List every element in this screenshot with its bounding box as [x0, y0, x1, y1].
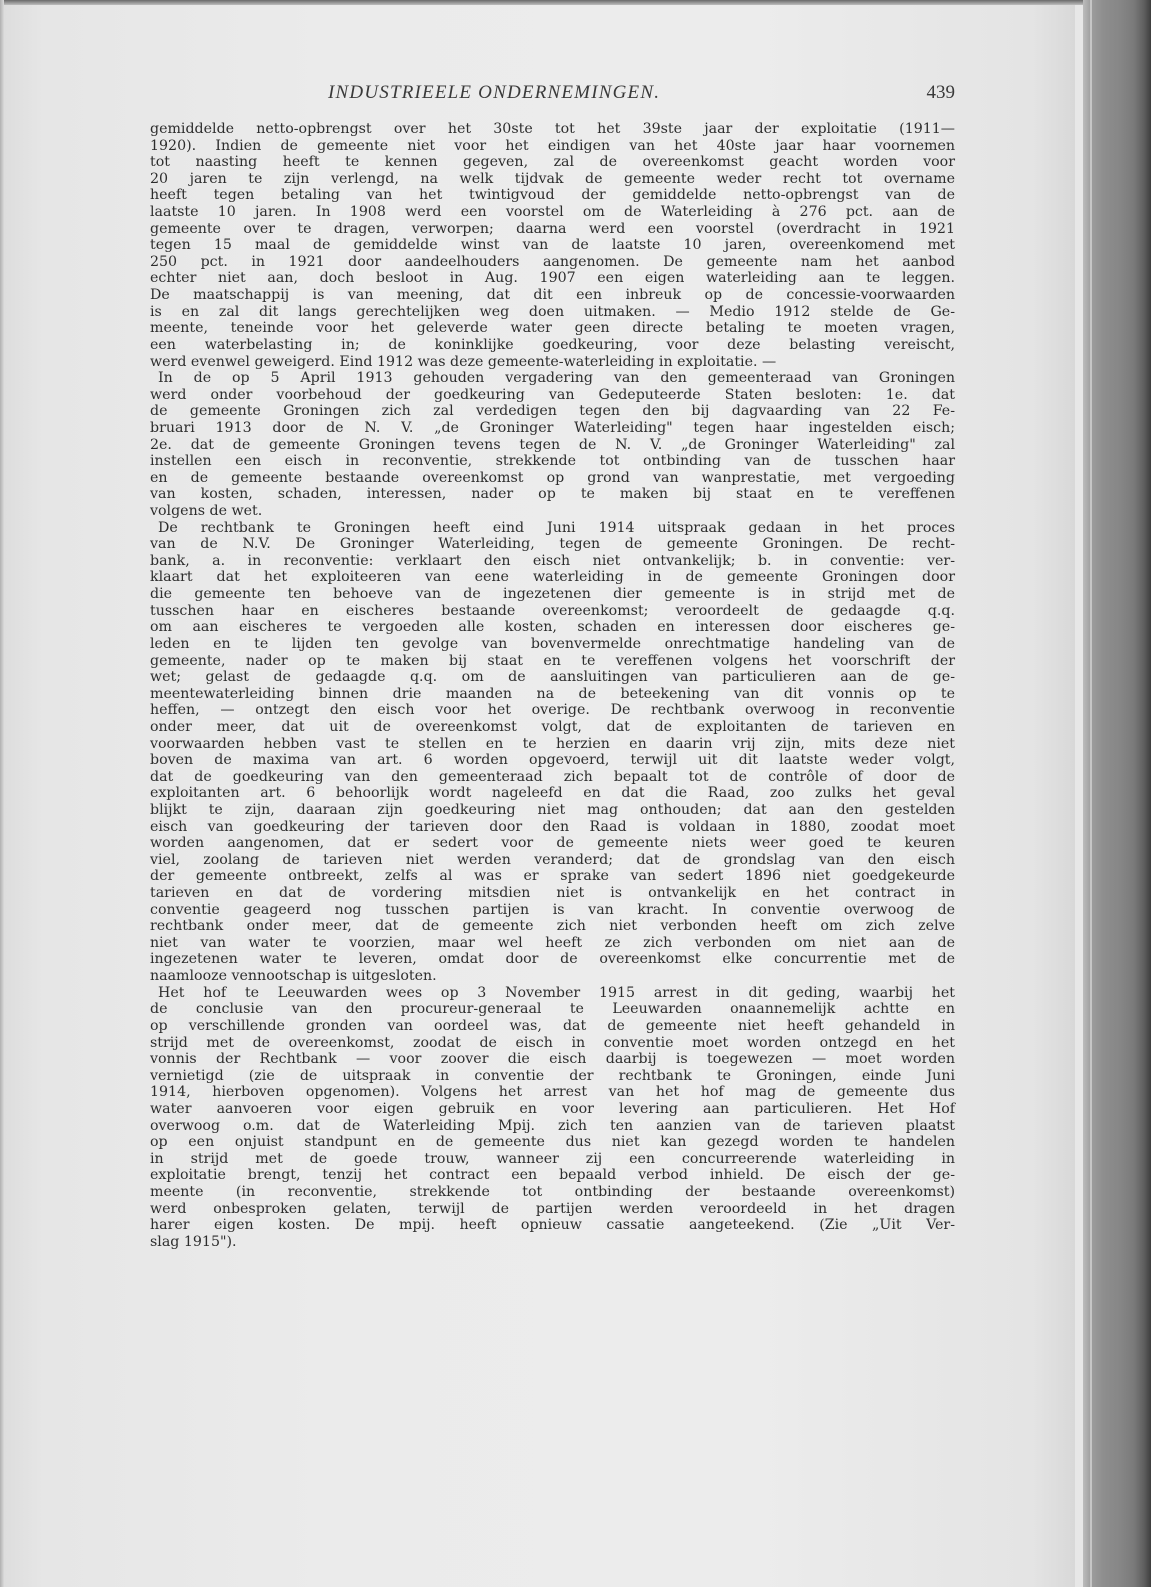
text-line: meentewaterleiding binnen drie maanden na de beteekening van dit vonnis op te: [150, 685, 955, 702]
text-line: de conclusie van den procureur-generaal te Leeuwarden onaannemelijk achtte en: [150, 1001, 955, 1018]
text-line: blijkt te zijn, daaraan zijn goedkeuring niet mag onthouden; dat aan den gestelden: [150, 801, 955, 818]
page-number: 439: [926, 82, 955, 103]
text-line: strijd met de overeenkomst, zoodat de eisch in conventie moet worden ontzegd en het: [150, 1034, 955, 1051]
text-line: gemeente over te dragen, verworpen; daarna werd een voorstel (overdracht in 1921: [150, 220, 955, 237]
text-line: In de op 5 April 1913 gehouden vergadering van den gemeenteraad van Groningen: [158, 370, 955, 387]
text-line: leden en te lijden ten gevolge van bovenvermelde onrechtmatige handeling van de: [150, 635, 955, 652]
text-line: in strijd met de goede trouw, wanneer zij een concurreerende waterleiding in: [150, 1150, 955, 1167]
running-header: [150, 82, 955, 106]
text-line: bruari 1913 door de N. V. „de Groninger Waterleiding" tegen haar ingestelden eisch;: [150, 419, 955, 436]
text-line: 1920). Indien de gemeente niet voor het eindigen van het 40ste jaar haar voornemen: [150, 137, 955, 154]
text-line: die gemeente ten behoeve van de ingezetenen dier gemeente is in strijd met de: [150, 586, 955, 603]
text-line: meente, teneinde voor het geleverde water geen directe betaling te moeten vragen,: [150, 320, 955, 337]
page-left-edge: [0, 0, 4, 1587]
text-line: tusschen haar en eischeres bestaande overeenkomst; veroordeelt de gedaagde q.q.: [150, 602, 955, 619]
text-line: 20 jaren te zijn verlengd, na welk tijdvak de gemeente weder recht tot overname: [150, 170, 955, 187]
paragraph: [150, 370, 955, 519]
text-line: op verschillende gronden van oordeel was, dat de gemeente niet heeft gehandeld in: [150, 1017, 955, 1034]
text-line: tarieven en dat de vordering mitsdien niet is ontvankelijk en het contract in: [150, 885, 955, 902]
text-line: niet van water te voorzien, maar wel heeft ze zich verbonden om niet aan de: [150, 934, 955, 951]
text-line: exploitatie brengt, tenzij het contract een bepaald verbod inhield. De eisch der ge-: [150, 1167, 955, 1184]
paragraph: [150, 121, 955, 370]
text-line: de gemeente Groningen zich zal verdedigen tegen den bij dagvaarding van 22 Fe-: [150, 403, 955, 420]
text-line: 1914, hierboven opgenomen). Volgens het arrest van het hof mag de gemeente dus: [150, 1084, 955, 1101]
paragraph: [150, 985, 955, 1251]
text-line: meente (in reconventie, strekkende tot ontbinding der bestaande overeenkomst): [150, 1184, 955, 1200]
text-line: wet; gelast de gedaagde q.q. om de aansluitingen van particulieren aan de ge-: [150, 669, 955, 686]
text-line: werd evenwel geweigerd. Eind 1912 was deze gemeente-waterleiding in exploitatie. —: [150, 353, 777, 370]
text-line: dat de goedkeuring van den gemeenteraad zich bepaalt tot de contrôle of door de: [150, 768, 955, 785]
text-line: naamlooze vennootschap is uitgesloten.: [150, 968, 437, 985]
text-line: conventie geageerd nog tusschen partijen is van kracht. In conventie overwoog de: [150, 901, 955, 918]
text-line: der gemeente ontbreekt, zelfs al was er sprake van sedert 1896 niet goedgekeurde: [150, 868, 955, 885]
text-line: water aanvoeren voor eigen gebruik en voor levering aan particulieren. Het Hof: [150, 1100, 955, 1117]
paragraph: [150, 520, 955, 985]
text-line: en de gemeente bestaande overeenkomst op grond van wanprestatie, met vergoeding: [150, 469, 955, 486]
text-line: tot naasting heeft te kennen gegeven, zal de overeenkomst geacht worden voor: [150, 154, 955, 171]
text-line: worden aangenomen, dat er sedert voor de gemeente niets weer goed te keuren: [150, 835, 955, 852]
binding-highlight: [1090, 0, 1092, 1587]
text-line: laatste 10 jaren. In 1908 werd een voorstel om de Waterleiding à 276 pct. aan de: [150, 204, 955, 221]
text-line: volgens de wet.: [150, 503, 263, 520]
text-line: om aan eischeres te vergoeden alle kosten, schaden en interessen door eischeres ge-: [150, 619, 955, 636]
text-line: op een onjuist standpunt en de gemeente dus niet kan gezegd worden te handelen: [150, 1134, 955, 1151]
text-line: bank, a. in reconventie: verklaart den eisch niet ontvankelijk; b. in conventie: ver-: [150, 552, 955, 569]
text-line: eisch van goedkeuring der tarieven door den Raad is voldaan in 1880, zoodat moet: [150, 818, 955, 835]
text-line: gemeente, nader op te maken bij staat en te vereffenen volgens het voorschrift der: [150, 652, 955, 669]
text-line: 2e. dat de gemeente Groningen tevens tegen de N. V. „de Groninger Waterleiding" zal: [150, 436, 955, 453]
text-line: tegen 15 maal de gemiddelde winst van de laatste 10 jaren, overeenkomend met: [150, 237, 955, 254]
text-line: vernietigd (zie de uitspraak in conventie der rechtbank te Groningen, einde Juni: [150, 1067, 955, 1084]
text-line: voorwaarden hebben vast te stellen en te herzien en daarin vrij zijn, mits deze niet: [150, 735, 955, 752]
text-line: klaart dat het exploiteeren van eene waterleiding in de gemeente Groningen door: [150, 569, 955, 586]
text-line: is en zal dit langs gerechtelijken weg doen uitmaken. — Medio 1912 stelde de Ge-: [150, 303, 955, 320]
text-line: boven de maxima van art. 6 worden opgevoerd, terwijl uit dit laatste weder volgt,: [150, 752, 955, 769]
text-line: heffen, — ontzegt den eisch voor het overige. De rechtbank overwoog in reconventie: [150, 702, 955, 719]
text-line: harer eigen kosten. De mpij. heeft opnieuw cassatie aangeteekend. (Zie „Uit Ver-: [150, 1217, 955, 1234]
text-line: van de N.V. De Groninger Waterleiding, tegen de gemeente Groningen. De recht-: [150, 536, 955, 553]
text-line: echter niet aan, doch besloot in Aug. 1907 een eigen waterleiding aan te leggen.: [150, 270, 955, 287]
running-title: INDUSTRIEELE ONDERNEMINGEN.: [328, 82, 661, 103]
text-line: ingezetenen water te leveren, omdat door de overeenkomst elke concurrentie met de: [150, 951, 955, 968]
text-line: viel, zoolang de tarieven niet werden veranderd; dat de grondslag van den eisch: [150, 851, 955, 868]
page-top-edge: [0, 0, 1151, 5]
text-line: een waterbelasting in; de koninklijke goedkeuring, voor deze belasting vereischt,: [150, 336, 955, 353]
text-line: vonnis der Rechtbank — voor zoover die eisch daarbij is toegewezen — moet worden: [150, 1051, 955, 1068]
text-line: De rechtbank te Groningen heeft eind Juni 1914 uitspraak gedaan in het proces: [158, 519, 955, 536]
text-line: 250 pct. in 1921 door aandeelhouders aangenomen. De gemeente nam het aanbod: [150, 253, 955, 270]
text-line: instellen een eisch in reconventie, strekkende tot ontbinding van de tusschen haar: [150, 453, 955, 470]
text-line: De maatschappij is van meening, dat dit een inbreuk op de concessie-voorwaarden: [150, 287, 955, 304]
text-line: werd onbesproken gelaten, terwijl de partijen werden veroordeeld in het dragen: [150, 1200, 955, 1217]
book-binding-edge: [1083, 0, 1151, 1587]
text-line: werd onder voorbehoud der goedkeuring van Gedeputeerde Staten besloten: 1e. dat: [150, 386, 955, 403]
body-text: [150, 121, 955, 1250]
text-line: rechtbank onder meer, dat de gemeente zich niet verbonden heeft om zich zelve: [150, 918, 955, 935]
text-line: Het hof te Leeuwarden wees op 3 November 1915 arrest in dit geding, waarbij het: [158, 984, 955, 1001]
text-line: van kosten, schaden, interessen, nader op te maken bij staat en te vereffenen: [150, 486, 955, 503]
text-line: slag 1915").: [150, 1233, 237, 1250]
text-line: exploitanten art. 6 behoorlijk wordt nageleefd en dat die Raad, zoo zulks het geval: [150, 785, 955, 802]
text-line: gemiddelde netto-opbrengst over het 30ste tot het 39ste jaar der exploitatie (1911—: [150, 121, 955, 137]
text-line: onder meer, dat uit de overeenkomst volgt, dat de exploitanten de tarieven en: [150, 718, 955, 735]
text-line: overwoog o.m. dat de Waterleiding Mpij. zich ten aanzien van de tarieven plaatst: [150, 1117, 955, 1134]
text-line: heeft tegen betaling van het twintigvoud der gemiddelde netto-opbrengst van de: [150, 187, 955, 204]
